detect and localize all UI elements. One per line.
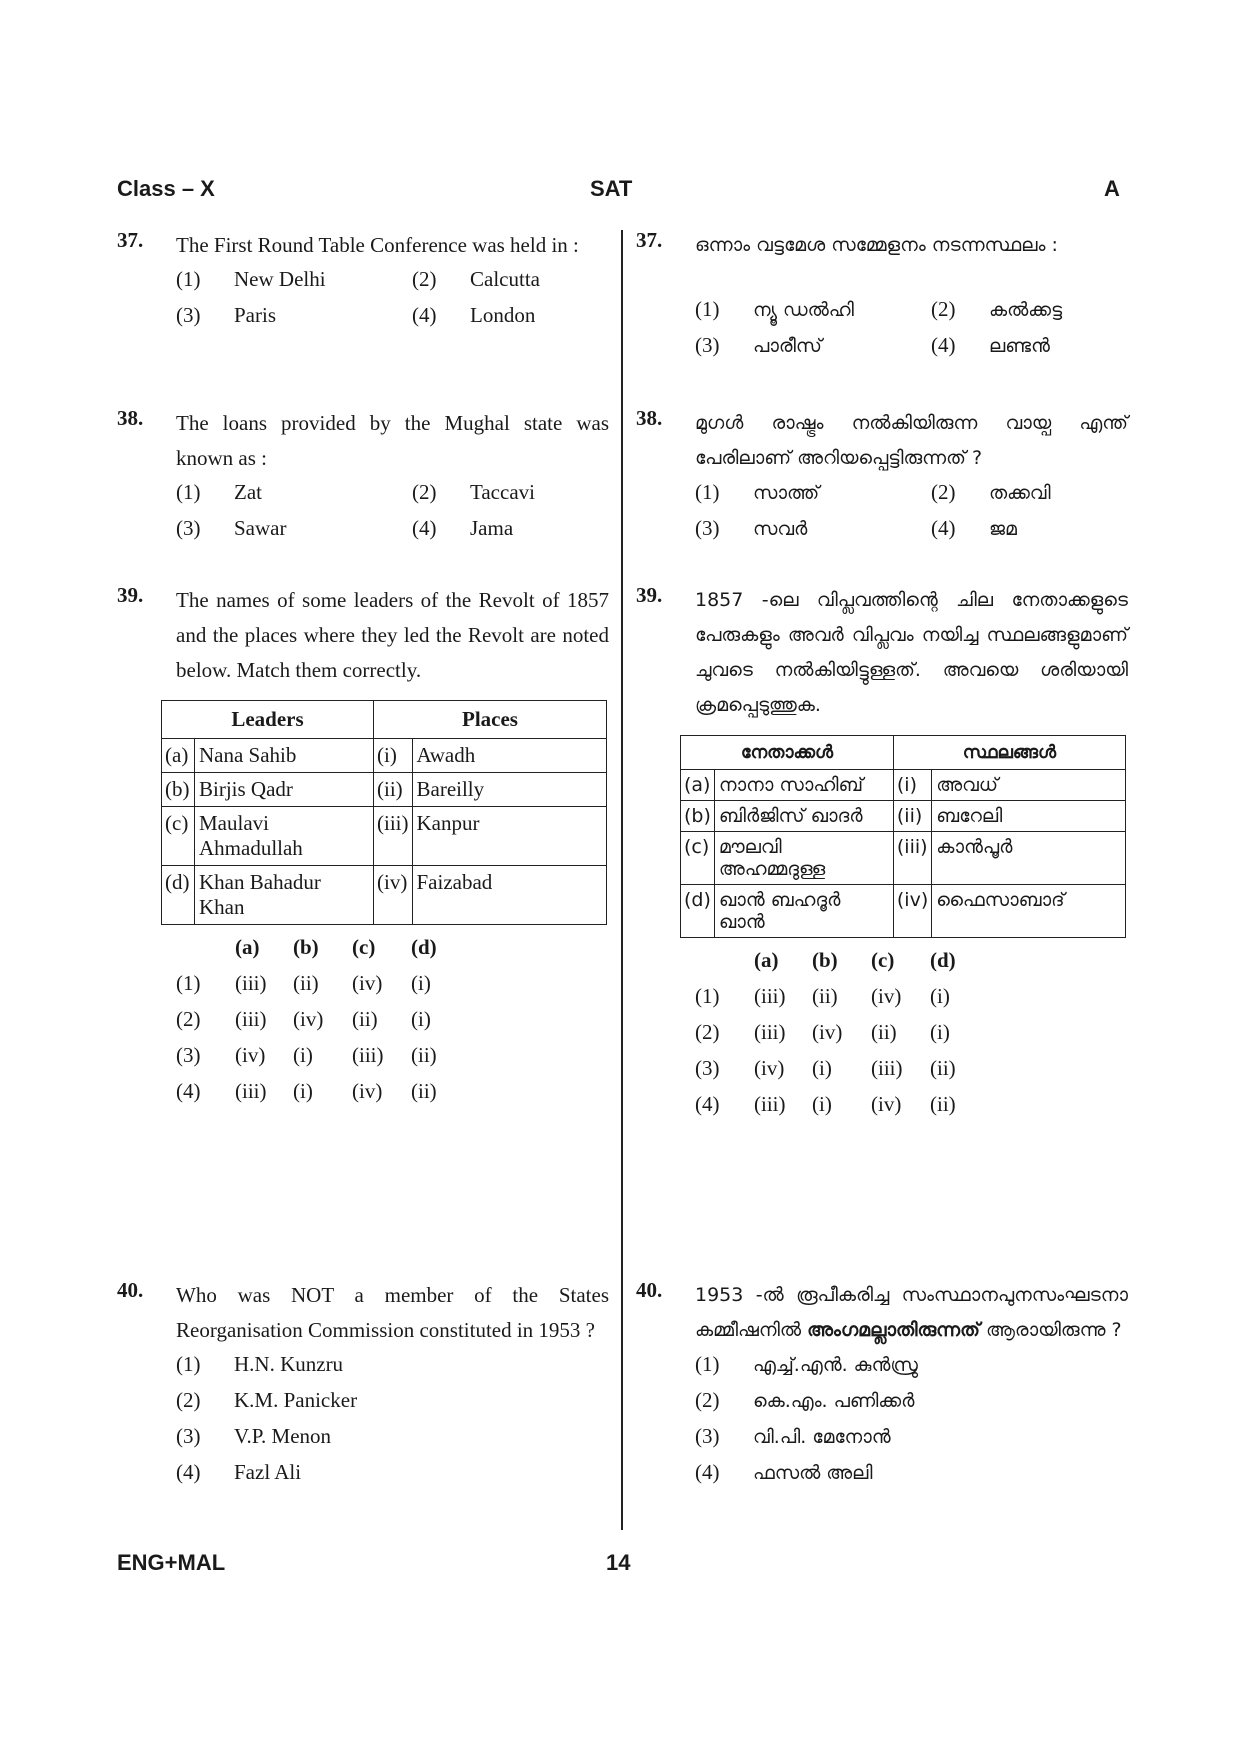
option-2: (2) കെ.എം. പണിക്കർ (695, 1388, 915, 1412)
question-40 (117, 1278, 609, 1496)
header-series: A (1104, 176, 1120, 201)
grid-row: (2) (iii) (iv) (ii) (i) (176, 1007, 431, 1031)
option-4: (4) ജമ (931, 516, 1017, 540)
table-row: (c) Maulavi Ahmadullah (iii) Kanpur (162, 807, 607, 866)
question-number: 39. (636, 583, 663, 607)
question-37-ml (636, 228, 1128, 369)
option-1: (1) H.N. Kunzru (176, 1352, 344, 1376)
option-3: (3) Sawar (176, 516, 287, 540)
option-2: (2) കൽക്കട്ട (931, 297, 1063, 321)
match-table (161, 700, 607, 925)
table-row: (b) Birjis Qadr (ii) Bareilly (162, 773, 607, 807)
question-stem: മുഗൾ രാഷ്ട്രം നൽകിയിരുന്ന വായ്പ എന്ത് പേരിലാണ് അറിയപ്പെട്ടിരുന്നത് ? (695, 412, 1128, 469)
option-4: (4) Jama (412, 516, 514, 540)
table-row: (d) ഖാൻ ബഹദൂർ ഖാൻ (iv) ഫൈസാബാദ് (681, 885, 1126, 938)
question-number: 38. (636, 406, 663, 430)
option-3: (3) പാരീസ് (695, 333, 822, 357)
option-3: (3) V.P. Menon (176, 1424, 332, 1448)
option-2: (2) K.M. Panicker (176, 1388, 358, 1412)
table-header-places: Places (374, 701, 607, 739)
option-4: (4) ഫസൽ അലി (695, 1460, 873, 1484)
question-40-ml (636, 1278, 1128, 1496)
question-38 (117, 406, 609, 552)
grid-row: (1) (iii) (ii) (iv) (i) (695, 984, 950, 1008)
option-1: (1) ന്യൂ ഡൽഹി (695, 297, 854, 321)
header-exam: SAT (590, 176, 633, 201)
grid-row: (3) (iv) (i) (iii) (ii) (695, 1056, 956, 1080)
table-row: (a) നാനാ സാഹിബ് (i) അവധ് (681, 770, 1126, 801)
option-3: (3) സവർ (695, 516, 808, 540)
question-stem: The First Round Table Conference was held in : (176, 233, 579, 257)
question-number: 38. (117, 406, 144, 430)
page-number: 14 (606, 1550, 631, 1575)
question-39-ml (636, 583, 1128, 1128)
question-number: 39. (117, 583, 144, 607)
question-39 (117, 583, 609, 1115)
question-stem: 1953 -ൽ രൂപീകരിച്ച സംസ്ഥാനപുനസംഘടനാ കമ്മീഷനിൽ അംഗമല്ലാതിരുന്നത് ആരായിരുന്നു ? (695, 1284, 1128, 1341)
table-row: (b) ബിർജിസ് ഖാദർ (ii) ബറേലി (681, 801, 1126, 832)
table-row: (a) Nana Sahib (i) Awadh (162, 739, 607, 773)
option-4: (4) ലണ്ടൻ (931, 333, 1050, 357)
header-class: Class – X (117, 176, 215, 201)
table-header-places: സ്ഥലങ്ങൾ (893, 736, 1125, 770)
option-1: (1) New Delhi (176, 267, 326, 291)
option-1: (1) സാത്ത് (695, 480, 820, 504)
question-number: 37. (117, 228, 144, 252)
emphasis-not-member: അംഗമല്ലാതിരുന്നത് (807, 1319, 980, 1341)
option-2: (2) Taccavi (412, 480, 535, 504)
grid-row: (4) (iii) (i) (iv) (ii) (176, 1079, 437, 1103)
option-4: (4) London (412, 303, 536, 327)
option-2: (2) Calcutta (412, 267, 540, 291)
option-1: (1) എച്ച്.എൻ. കുൻസ്രു (695, 1352, 918, 1376)
match-table (680, 735, 1126, 938)
question-stem: The names of some leaders of the Revolt of 1857 and the places where they led the Revolt are noted below. Match them correctly. (176, 588, 609, 682)
footer-language: ENG+MAL (117, 1550, 226, 1575)
grid-row: (4) (iii) (i) (iv) (ii) (695, 1092, 956, 1116)
option-3: (3) Paris (176, 303, 276, 327)
option-2: (2) തക്കവി (931, 480, 1051, 504)
grid-row: (3) (iv) (i) (iii) (ii) (176, 1043, 437, 1067)
option-3: (3) വി.പി. മേനോൻ (695, 1424, 891, 1448)
table-header-leaders: Leaders (162, 701, 374, 739)
table-row: (c) മൗലവി അഹമ്മദുള്ള (iii) കാൻപൂർ (681, 832, 1126, 885)
question-stem: The loans provided by the Mughal state was known as : (176, 411, 609, 470)
question-number: 37. (636, 228, 663, 252)
answer-grid: (a) (b) (c) (d) (1) (iii) (ii) (iv) (i) (2) (iii) (iv) (ii) (i) (3) (iv) (i) (iii) (ii) (4) (iii) (i) (iv) (ii) (695, 948, 1128, 1128)
question-stem: ഒന്നാം വട്ടമേശ സമ്മേളനം നടന്നസ്ഥലം : (695, 234, 1058, 256)
question-stem: Who was NOT a member of the States Reorganisation Commission constituted in 1953 ? (176, 1283, 609, 1342)
grid-row: (1) (iii) (ii) (iv) (i) (176, 971, 431, 995)
option-1: (1) Zat (176, 480, 262, 504)
question-38-ml (636, 406, 1128, 552)
question-stem: 1857 -ലെ വിപ്ലവത്തിന്റെ ചില നേതാക്കളുടെ പേരുകളും അവർ വിപ്ലവം നയിച്ച സ്ഥലങ്ങളുമാണ് ചുവടെ നൽകിയിട്ടുള്ളത്. അവയെ ശരിയായി ക്രമപ്പെടുത്തുക. (695, 589, 1128, 716)
table-row: (d) Khan Bahadur Khan (iv) Faizabad (162, 866, 607, 925)
question-number: 40. (117, 1278, 144, 1302)
column-divider (621, 230, 623, 1530)
grid-row: (2) (iii) (iv) (ii) (i) (695, 1020, 950, 1044)
table-header-leaders: നേതാക്കൾ (681, 736, 894, 770)
question-number: 40. (636, 1278, 663, 1302)
answer-grid: (a) (b) (c) (d) (1) (iii) (ii) (iv) (i) (2) (iii) (iv) (ii) (i) (3) (iv) (i) (iii) (ii) (4) (iii) (i) (iv) (ii) (176, 935, 609, 1115)
question-37 (117, 228, 609, 339)
option-4: (4) Fazl Ali (176, 1460, 302, 1484)
